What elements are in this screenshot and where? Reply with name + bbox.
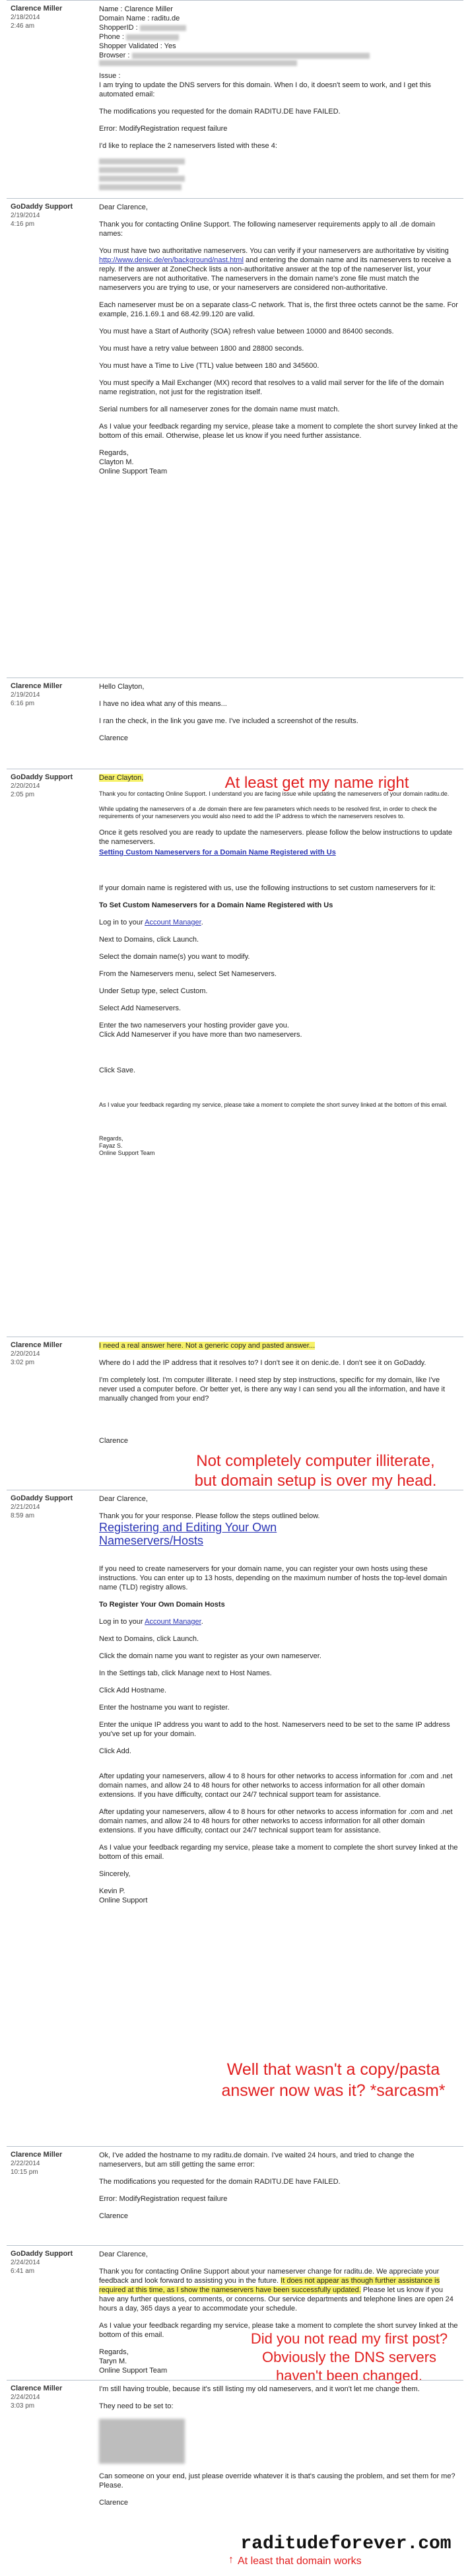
message-body — [99, 1494, 459, 1905]
message-meta — [7, 769, 94, 799]
author-name: Clarence Miller — [11, 682, 63, 690]
step: Click Add Hostname. — [99, 1687, 167, 1694]
paragraph: Clarence — [99, 1437, 129, 1445]
signature-team: Online Support Team — [99, 1150, 155, 1156]
paragraph: I'm completely lost. I'm computer illiterate. I need step by step instructions, specific for my domain, like I've never used a computer before. Or better yet, is there any way I can send you all the information, and have it manually changed from your end? — [99, 1376, 446, 1403]
message-date: 2/20/2014 — [11, 783, 40, 790]
paragraph: Serial numbers for all nameserver zones for the domain name must match. — [99, 405, 340, 413]
paragraph: Each nameserver must be on a separate class-C network. That is, the first three octets cannot be the same. For example, 216.1.69.1 and 68.42.99.120 are valid. — [99, 301, 458, 318]
message-time: 8:59 am — [11, 1512, 35, 1519]
highlighted-text: It does not appear as though further assistance is required at this time, as I show the nameservers have been successfully updated. — [99, 2277, 440, 2294]
step: Click Add. — [99, 1747, 131, 1755]
arrow-icon: ↑ — [228, 2554, 234, 2565]
annotation-line: answer now was it? *sarcasm* — [221, 2081, 446, 2100]
greeting: Dear Clarence, — [99, 2250, 148, 2258]
paragraph: The modifications you requested for the domain RADITU.DE have FAILED. — [99, 108, 341, 116]
annotation-line: Not completely computer illiterate, — [196, 1452, 435, 1470]
paragraph: Thank you for your response. Please follow the steps outlined below. — [99, 1512, 320, 1520]
message-6 — [7, 1490, 463, 2147]
signature-name: Kevin P. — [99, 1887, 125, 1895]
message-meta — [7, 2246, 94, 2276]
author-name: GoDaddy Support — [11, 1494, 73, 1502]
annotation-line: Well that wasn't a copy/pasta — [226, 2060, 440, 2079]
paragraph: I am trying to update the DNS servers for this domain. When I do, it doesn't seem to work, and I get this automated email: — [99, 81, 431, 98]
message-meta — [7, 678, 94, 708]
message-date: 2/18/2014 — [11, 14, 40, 21]
author-name: Clarence Miller — [11, 2151, 63, 2159]
message-date: 2/24/2014 — [11, 2259, 40, 2266]
message-meta — [7, 199, 94, 228]
message-meta — [7, 1490, 94, 1520]
step: Click the domain name you want to register as your own nameserver. — [99, 1652, 321, 1660]
domain-line: Domain Name : raditu.de — [99, 15, 180, 22]
paragraph: Clarence — [99, 734, 129, 742]
message-time: 2:46 am — [11, 22, 35, 30]
author-name: GoDaddy Support — [11, 773, 73, 781]
paragraph: Error: ModifyRegistration request failure — [99, 2195, 228, 2203]
name-line: Name : Clarence Miller — [99, 5, 173, 13]
paragraph: As I value your feedback regarding my service, please take a moment to complete the short survey linked at the bottom of this email. Otherwise, please let us know if you need further assistance. — [99, 423, 458, 440]
registering-hosts-link[interactable]: Registering and Editing Your Own Nameservers/Hosts — [99, 1521, 277, 1547]
regards: Regards, — [99, 1135, 123, 1142]
paragraph: Hello Clayton, — [99, 683, 145, 691]
annotation-line: Obviously the DNS servers — [261, 2349, 437, 2365]
message-meta — [7, 2381, 94, 2410]
paragraph: After updating your nameservers, allow 4 to 8 hours for other networks to access information for .com and .net domain names, and allow 24 to 48 hours for other networks to access information for all other domain extensions. If you have difficulty, contact our 24/7 technical support team for assistance. — [99, 1808, 453, 1834]
annotation — [198, 2059, 469, 2101]
author-name: Clarence Miller — [11, 2385, 63, 2392]
message-time: 6:41 am — [11, 2268, 35, 2275]
message-meta — [7, 1, 94, 30]
message-body — [99, 2385, 459, 2515]
message-7 — [7, 2146, 463, 2246]
message-date: 2/24/2014 — [11, 2394, 40, 2401]
step: Next to Domains, click Launch. — [99, 936, 199, 944]
message-meta — [7, 1337, 94, 1367]
paragraph: I'd like to replace the 2 nameservers listed with these 4: — [99, 142, 277, 150]
message-4 — [7, 769, 463, 1337]
redacted-nameservers — [99, 158, 459, 190]
message-time: 3:02 pm — [11, 1359, 35, 1366]
message-3 — [7, 678, 463, 769]
message-body — [99, 2151, 459, 2229]
paragraph: As I value your feedback regarding my service, please take a moment to complete the short survey linked at the bottom of this email. — [99, 2322, 458, 2339]
annotation: At least get my name right — [224, 774, 409, 792]
annotation-line: but domain setup is over my head. — [194, 1472, 437, 1490]
signature-team: Online Support Team — [99, 2367, 168, 2375]
phone-line: Phone : — [99, 32, 459, 42]
paragraph: After updating your nameservers, allow 4 to 8 hours for other networks to access information for .com and .net domain names, and allow 24 to 48 hours for other networks to access information for all other domain extensions. If you have difficulty, contact our 24/7 technical support team for assistance. — [99, 1772, 453, 1799]
annotation-line: Did you not read my first post? — [250, 2330, 448, 2347]
message-date: 2/20/2014 — [11, 1350, 40, 1358]
step: Log in to your Account Manager. — [99, 919, 203, 926]
regards: Regards, — [99, 449, 129, 457]
paragraph: While updating the nameservers of a .de domain there are few parameters which needs to be resolved first, in order to check the requirements of your nameservers you would also need to add the IP address to which the nameservers resolves to. — [99, 806, 437, 819]
paragraph: As I value your feedback regarding my service, please take a moment to complete the short survey linked at the bottom of this email. — [99, 1844, 458, 1861]
paragraph: Can someone on your end, just please override whatever it is that's causing the problem, and set them for me? Please. — [99, 2472, 455, 2489]
paragraph: I need a real answer here. Not a generic copy and pasted answer... — [99, 1342, 316, 1350]
watermark: raditudeforever.com — [240, 2534, 452, 2554]
step: Click Add Nameserver if you have more than two nameservers. — [99, 1031, 302, 1039]
paragraph: Ok, I've added the hostname to my raditu.de domain. I've waited 24 hours, and tried to change the nameservers, but am still getting the same error: — [99, 2151, 415, 2169]
step: Click Save. — [99, 1066, 136, 1074]
issue-label: Issue : — [99, 72, 121, 80]
paragraph: You must specify a Mail Exchanger (MX) record that resolves to a valid mail server for the life of the domain name registration, not just for the registration itself. — [99, 379, 444, 396]
paragraph: They need to be set to: — [99, 2402, 174, 2410]
step: Enter the two nameservers your hosting provider gave you. — [99, 1022, 289, 1029]
annotation-line: haven't been changed. — [276, 2367, 422, 2384]
message-body — [99, 1341, 459, 1453]
message-body — [99, 5, 459, 193]
message-body — [99, 773, 459, 1157]
author-name: GoDaddy Support — [11, 203, 73, 211]
paragraph: You must have a Start of Authority (SOA) refresh value between 10000 and 86400 seconds. — [99, 328, 394, 335]
paragraph: Thank you for contacting Online Support. I understand you are facing issue while updating the nameservers of your domain raditu.de. — [99, 790, 450, 797]
paragraph: You must have two authoritative nameservers. You can verify if your nameservers are authoritative by visiting http://www.denic.de/en/background/nast.html and entering the domain name and its nameservers to receive a reply. If the answer at ZoneCheck lists a non-authoritative answer at the top of the nameserver list, your nameservers are not authoritative. The nameservers in the domain name's zone file must match the nameservers you are trying to use, or your nameservers are considered non-authoritative. — [99, 247, 452, 292]
paragraph: I have no idea what any of this means... — [99, 700, 227, 708]
greeting: Dear Clarence, — [99, 1495, 148, 1503]
step: From the Nameservers menu, select Set Nameservers. — [99, 970, 277, 978]
message-body — [99, 203, 459, 476]
signature-name: Taryn M. — [99, 2357, 127, 2365]
validated-line: Shopper Validated : Yes — [99, 42, 176, 50]
paragraph: Clarence — [99, 2499, 129, 2507]
browser-line: Browser : — [99, 51, 459, 60]
step: In the Settings tab, click Manage next to Host Names. — [99, 1669, 272, 1677]
message-time: 10:15 pm — [11, 2169, 38, 2176]
message-time: 6:16 pm — [11, 700, 35, 707]
message-meta — [7, 2147, 94, 2176]
paragraph: Once it gets resolved you are ready to update the nameservers. please follow the below instructions to update the nameservers. — [99, 829, 453, 846]
greeting: Dear Clayton, — [99, 774, 144, 782]
section-heading: To Register Your Own Domain Hosts — [99, 1601, 225, 1609]
message-date: 2/21/2014 — [11, 1504, 40, 1511]
sincerely: Sincerely, — [99, 1870, 131, 1878]
message-date: 2/19/2014 — [11, 691, 40, 699]
author-name: GoDaddy Support — [11, 2250, 73, 2258]
message-date: 2/22/2014 — [11, 2160, 40, 2167]
message-date: 2/19/2014 — [11, 212, 40, 219]
signature-name: Clayton M. — [99, 458, 134, 466]
regards: Regards, — [99, 2348, 129, 2356]
greeting: Dear Clarence, — [99, 203, 148, 211]
paragraph: As I value your feedback regarding my service, please take a moment to complete the short survey linked at the bottom of this email. — [99, 1101, 448, 1108]
paragraph: Thank you for contacting Online Support. The following nameserver requirements apply to all .de domain names: — [99, 221, 436, 238]
denic-link[interactable]: http://www.denic.de/en/background/nast.html — [99, 256, 244, 264]
annotation — [164, 1451, 467, 1491]
step: Under Setup type, select Custom. — [99, 987, 208, 995]
paragraph: Error: ModifyRegistration request failure — [99, 125, 228, 133]
paragraph: Thank you for contacting Online Support about your nameserver change for raditu.de. We appreciate your feedback and look forward to assisting you in the future. It does not appear as though further assistance is required at this time, as I show the nameservers have been successfully updated. Please let us know if you have any further questions, comments, or concerns. Our service departments and telephone lines are open 24 hours a day, 365 days a year to accommodate your schedule. — [99, 2268, 453, 2313]
shopper-line: ShopperID : — [99, 23, 459, 32]
annotation: At least that domain works — [238, 2556, 362, 2567]
section-heading: To Set Custom Nameservers for a Domain Name Registered with Us — [99, 901, 333, 909]
message-time: 3:03 pm — [11, 2402, 35, 2410]
step: Enter the unique IP address you want to add to the host. Nameservers need to be set to the same IP address you've set up for your domain. — [99, 1721, 450, 1738]
message-time: 2:05 pm — [11, 791, 35, 798]
annotation — [230, 2330, 469, 2385]
author-name: Clarence Miller — [11, 1341, 63, 1349]
message-time: 4:16 pm — [11, 221, 35, 228]
paragraph: You must have a retry value between 1800 and 28800 seconds. — [99, 345, 304, 353]
signature-team: Online Support — [99, 1897, 148, 1904]
step: Enter the hostname you want to register. — [99, 1704, 230, 1712]
signature-name: Fayaz S. — [99, 1142, 123, 1149]
redacted-nameservers — [99, 2419, 185, 2464]
paragraph: The modifications you requested for the domain RADITU.DE have FAILED. — [99, 2178, 341, 2186]
paragraph: If your domain name is registered with us, use the following instructions to set custom nameservers for it: — [99, 884, 436, 892]
paragraph: I ran the check, in the link you gave me. I've included a screenshot of the results. — [99, 717, 358, 725]
custom-nameservers-link[interactable]: Setting Custom Nameservers for a Domain Name Registered with Us — [99, 849, 336, 856]
message-2 — [7, 198, 463, 678]
signature-team: Online Support Team — [99, 468, 168, 475]
step: Select the domain name(s) you want to modify. — [99, 953, 250, 961]
paragraph — [99, 848, 459, 857]
step: Next to Domains, click Launch. — [99, 1635, 199, 1643]
message-1 — [7, 0, 463, 199]
account-manager-link[interactable]: Account Manager — [145, 1618, 201, 1626]
step: Select Add Nameservers. — [99, 1004, 182, 1012]
paragraph: I'm still having trouble, because it's still listing my old nameservers, and it won't let me change them. — [99, 2385, 420, 2393]
paragraph: Clarence — [99, 2212, 129, 2220]
paragraph: If you need to create nameservers for your domain name, you can register your own hosts using these instructions. You can enter up to 13 hosts, depending on the maximum number of hosts the top-level domain name (TLD) registry allows. — [99, 1565, 448, 1591]
paragraph: You must have a Time to Live (TTL) value between 180 and 345600. — [99, 362, 319, 370]
paragraph: Where do I add the IP address that it resolves to? I don't see it on denic.de. I don't see it on GoDaddy. — [99, 1359, 426, 1367]
author-name: Clarence Miller — [11, 5, 63, 13]
step: Log in to your Account Manager. — [99, 1618, 203, 1626]
account-manager-link[interactable]: Account Manager — [145, 919, 201, 926]
message-body — [99, 682, 459, 751]
